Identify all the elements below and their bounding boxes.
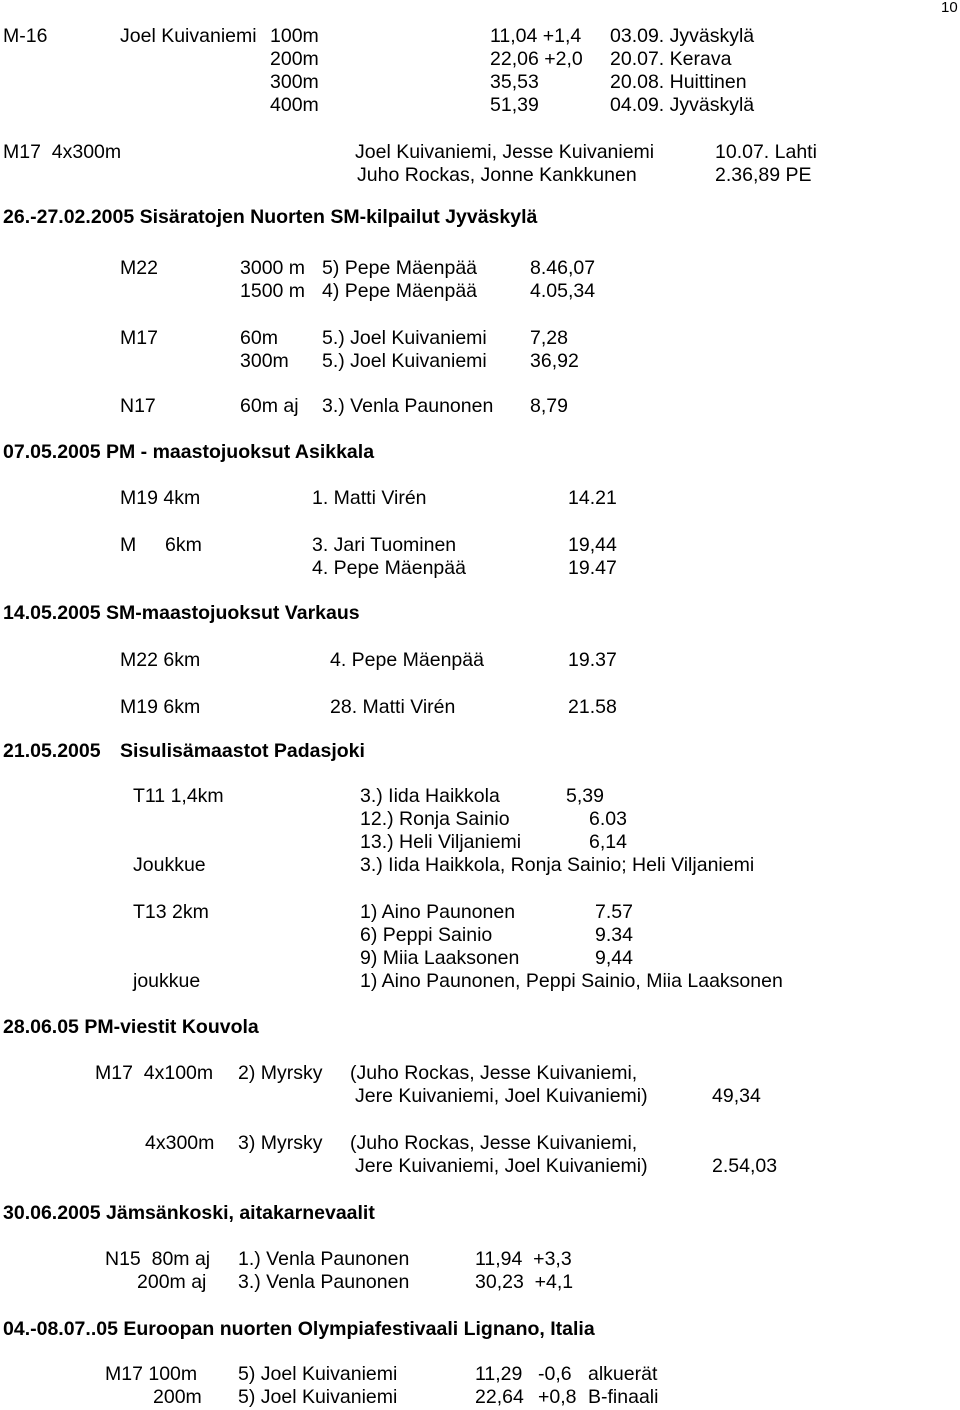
result-cell: 9,44: [595, 947, 633, 969]
result-cell: B-finaali: [588, 1386, 659, 1408]
section-heading: 26.-27.02.2005 Sisäratojen Nuorten SM-kilpailut Jyväskylä: [3, 206, 538, 228]
result-cell: M22 6km: [120, 649, 201, 671]
result-cell: -0,6: [538, 1363, 572, 1385]
result-cell: 22,64: [475, 1386, 524, 1408]
result-cell: 6) Peppi Sainio: [360, 924, 493, 946]
section-heading: 14.05.2005 SM-maastojuoksut Varkaus: [3, 602, 360, 624]
result-cell: 200m: [153, 1386, 202, 1408]
result-cell: 3. Jari Tuominen: [312, 534, 457, 556]
result-cell: 19.47: [568, 557, 617, 579]
result-cell: (Juho Rockas, Jesse Kuivaniemi,: [350, 1132, 638, 1154]
result-cell: 12.) Ronja Sainio: [360, 808, 510, 830]
result-cell: T13 2km: [133, 901, 209, 923]
result-cell: 04.09. Jyväskylä: [610, 94, 755, 116]
result-cell: Joukkue: [133, 854, 206, 876]
result-cell: T11 1,4km: [133, 785, 224, 807]
result-cell: N17: [120, 395, 156, 417]
result-cell: 8.46,07: [530, 257, 596, 279]
result-cell: 10.07. Lahti: [715, 141, 817, 163]
result-cell: 6.03: [589, 808, 627, 830]
result-cell: 20.08. Huittinen: [610, 71, 747, 93]
result-cell: 49,34: [712, 1085, 761, 1107]
result-cell: +0,8: [538, 1386, 577, 1408]
result-cell: 4.05,34: [530, 280, 596, 302]
result-cell: 14.21: [568, 487, 617, 509]
result-cell: 1) Aino Paunonen, Peppi Sainio, Miia Laaksonen: [360, 970, 783, 992]
result-cell: 3000 m: [240, 257, 306, 279]
result-cell: M17 100m: [105, 1363, 198, 1385]
result-cell: 5) Pepe Mäenpää: [322, 257, 478, 279]
result-cell: 60m: [240, 327, 278, 349]
result-cell: 2.54,03: [712, 1155, 778, 1177]
result-cell: 400m: [270, 94, 319, 116]
result-cell: M19 6km: [120, 696, 201, 718]
result-cell: M17: [120, 327, 158, 349]
result-cell: 100m: [270, 25, 319, 47]
section-heading: 30.06.2005 Jämsänkoski, aitakarnevaalit: [3, 1202, 375, 1224]
result-cell: 60m aj: [240, 395, 299, 417]
result-cell: 2) Myrsky: [238, 1062, 323, 1084]
result-cell: 9.34: [595, 924, 633, 946]
section-heading: 04.-08.07..05 Euroopan nuorten Olympiafestivaali Lignano, Italia: [3, 1318, 595, 1340]
result-cell: M17 4x300m: [3, 141, 122, 163]
result-cell: 11,29: [475, 1363, 523, 1385]
result-cell: 5) Joel Kuivaniemi: [238, 1386, 398, 1408]
result-cell: 7.57: [595, 901, 633, 923]
result-cell: 11,04 +1,4: [490, 25, 582, 47]
result-cell: M22: [120, 257, 158, 279]
result-cell: M: [120, 534, 137, 556]
section-heading: 21.05.2005: [3, 740, 101, 762]
result-cell: 22,06 +2,0: [490, 48, 583, 70]
result-cell: 4x300m: [145, 1132, 215, 1154]
result-cell: 5) Joel Kuivaniemi: [238, 1363, 398, 1385]
result-cell: 35,53: [490, 71, 539, 93]
result-cell: N15 80m aj: [105, 1248, 211, 1270]
result-cell: Juho Rockas, Jonne Kankkunen: [357, 164, 637, 186]
section-heading: Sisulisämaastot Padasjoki: [120, 740, 365, 762]
result-cell: 300m: [270, 71, 319, 93]
result-cell: Joel Kuivaniemi: [120, 25, 257, 47]
result-cell: 1500 m: [240, 280, 306, 302]
result-cell: 5.) Joel Kuivaniemi: [322, 350, 487, 372]
result-cell: Jere Kuivaniemi, Joel Kuivaniemi): [355, 1085, 648, 1107]
result-cell: 200m: [270, 48, 319, 70]
result-cell: 300m: [240, 350, 289, 372]
result-cell: 2.36,89 PE: [715, 164, 812, 186]
result-cell: 4. Pepe Mäenpää: [330, 649, 484, 671]
result-cell: 36,92: [530, 350, 579, 372]
result-cell: 21.58: [568, 696, 617, 718]
result-cell: 1.) Venla Paunonen: [238, 1248, 410, 1270]
result-cell: 6km: [165, 534, 202, 556]
result-cell: 4. Pepe Mäenpää: [312, 557, 466, 579]
result-cell: 30,23 +4,1: [475, 1271, 574, 1293]
result-cell: 11,94 +3,3: [475, 1248, 572, 1270]
result-cell: 9) Miia Laaksonen: [360, 947, 520, 969]
result-cell: 5.) Joel Kuivaniemi: [322, 327, 487, 349]
result-cell: alkuerät: [588, 1363, 658, 1385]
result-cell: Joel Kuivaniemi, Jesse Kuivaniemi: [355, 141, 655, 163]
section-heading: 07.05.2005 PM - maastojuoksut Asikkala: [3, 441, 375, 463]
result-cell: 28. Matti Virén: [330, 696, 456, 718]
result-cell: 3.) Venla Paunonen: [238, 1271, 410, 1293]
result-cell: 3.) Venla Paunonen: [322, 395, 494, 417]
result-cell: 8,79: [530, 395, 568, 417]
result-cell: 3.) Iida Haikkola: [360, 785, 500, 807]
result-cell: 1) Aino Paunonen: [360, 901, 516, 923]
result-cell: 03.09. Jyväskylä: [610, 25, 755, 47]
result-cell: Jere Kuivaniemi, Joel Kuivaniemi): [355, 1155, 648, 1177]
result-cell: joukkue: [133, 970, 201, 992]
page-number: 10: [941, 0, 958, 16]
result-cell: 3) Myrsky: [238, 1132, 323, 1154]
result-cell: M17 4x100m: [95, 1062, 214, 1084]
result-cell: 20.07. Kerava: [610, 48, 732, 70]
result-cell: (Juho Rockas, Jesse Kuivaniemi,: [350, 1062, 638, 1084]
result-cell: 200m aj: [137, 1271, 207, 1293]
result-cell: 4) Pepe Mäenpää: [322, 280, 478, 302]
result-cell: M-16: [3, 25, 48, 47]
result-cell: 19.37: [568, 649, 617, 671]
result-cell: 6,14: [589, 831, 627, 853]
result-cell: 13.) Heli Viljaniemi: [360, 831, 522, 853]
result-cell: 1. Matti Virén: [312, 487, 427, 509]
result-cell: 19,44: [568, 534, 617, 556]
result-cell: 7,28: [530, 327, 568, 349]
result-cell: 5,39: [566, 785, 604, 807]
result-cell: M19 4km: [120, 487, 201, 509]
section-heading: 28.06.05 PM-viestit Kouvola: [3, 1016, 259, 1038]
result-cell: 3.) Iida Haikkola, Ronja Sainio; Heli Viljaniemi: [360, 854, 755, 876]
result-cell: 51,39: [490, 94, 539, 116]
